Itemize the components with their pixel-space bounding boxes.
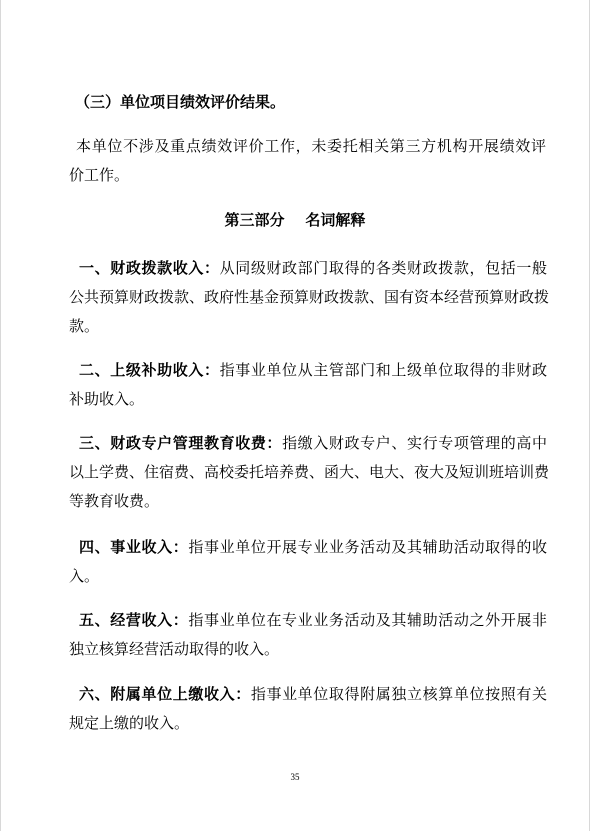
term-definition: 指事业单位开展专业业务活动及其辅助活动取得的收 [188,538,547,556]
term-paragraph-first-line [79,538,547,556]
paragraph-line: 款。 [69,317,100,335]
term-definition: 指事业单位从主管部门和上级单位取得的非财政 [219,361,547,379]
paragraph-line: 等教育收费。 [69,492,160,510]
term-paragraph-first-line [79,611,547,629]
term-paragraph-first-line [79,434,547,452]
term-definition: 指缴入财政专户、实行专项管理的高中 [282,434,547,452]
term-label: 二、上级补助收入： [79,361,220,379]
term-definition: 从同级财政部门取得的各类财政拨款，包括一般 [219,259,547,277]
section-heading: （三）单位项目绩效评价结果。 [75,93,286,111]
term-paragraph-first-line [79,259,547,277]
term-label: 六、附属单位上缴收入： [79,685,251,703]
term-label: 四、事业收入： [79,538,189,556]
term-paragraph-first-line [79,685,547,703]
term-label: 五、经营收入： [79,611,189,629]
term-definition: 指事业单位在专业业务活动及其辅助活动之外开展非 [188,611,547,629]
term-definition: 指事业单位取得附属独立核算单位按照有关 [250,685,547,703]
paragraph-line: 入。 [69,567,100,585]
page-left-edge [0,0,1,831]
part-title: 第三部分 名词解释 [224,211,366,229]
term-label: 三、财政专户管理教育收费： [79,434,283,452]
paragraph-line: 以上学费、住宿费、高校委托培养费、函大、电大、夜大及短训班培训费 [69,463,550,481]
paragraph-line: 独立核算经营活动取得的收入。 [69,640,280,658]
paragraph-line: 补助收入。 [69,390,145,408]
term-paragraph-first-line [79,361,547,379]
term-label: 一、财政拨款收入： [79,259,220,277]
paragraph-line: 价工作。 [69,166,130,184]
paragraph-line: 本单位不涉及重点绩效评价工作，未委托相关第三方机构开展绩效评 [76,137,546,155]
paragraph-line: 公共预算财政拨款、政府性基金预算财政拨款、国有资本经营预算财政拨 [69,288,550,306]
paragraph-line: 规定上缴的收入。 [69,714,190,732]
page-number: 35 [290,772,300,782]
